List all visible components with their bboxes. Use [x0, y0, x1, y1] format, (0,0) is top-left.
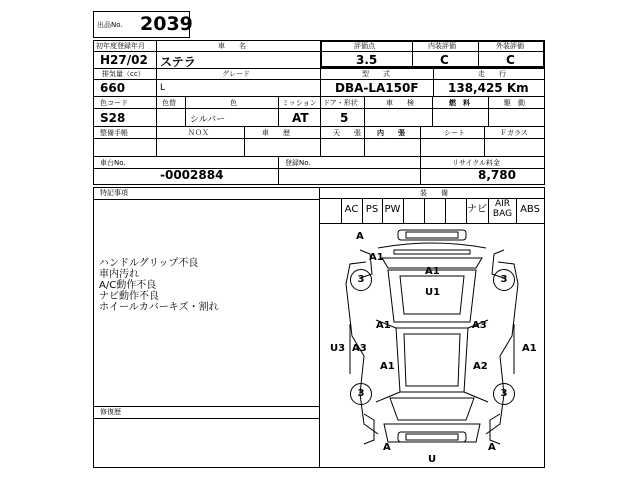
mark-right-rear-a2: A2: [473, 361, 488, 372]
recycle-label: リサイクル料金: [452, 159, 501, 167]
remark-2: 車内汚れ: [99, 269, 139, 280]
equip-abs: ABS: [520, 204, 540, 215]
remark-3: A/C動作不良: [99, 280, 157, 291]
exterior-score-label: 外装評価: [496, 42, 524, 50]
equipment-label: 装 備: [420, 189, 448, 197]
mark-rear-left-a: A: [383, 442, 391, 453]
color-label: 色: [230, 99, 237, 107]
displacement-label: 排気量（cc）: [102, 70, 145, 78]
color-change-label: 色替: [162, 99, 176, 107]
remark-4: ナビ動作不良: [99, 291, 159, 302]
interior-lining-label: 内 張: [377, 129, 405, 137]
model-code: DBA-LA150F: [335, 81, 419, 95]
tire-front-left: 3: [350, 269, 372, 291]
equip-ps: PS: [365, 204, 379, 215]
manual-label: 整備手帳: [100, 129, 128, 137]
repair-history-label: 修復歴: [100, 408, 121, 416]
color-code-label: 色コード: [100, 99, 128, 107]
mileage-label: 走 行: [478, 70, 506, 78]
registration-label: 登録No.: [285, 159, 311, 167]
car-name-label: 車 名: [218, 42, 246, 50]
inspection-label: 車 検: [386, 99, 414, 107]
car-name: ステラ: [160, 55, 196, 69]
tire-rear-left: 3: [350, 383, 372, 405]
remarks-label: 特記事項: [100, 189, 128, 197]
doors: 5: [340, 111, 349, 125]
roof-label: 天 張: [333, 129, 361, 137]
lot-number: 2039: [140, 13, 193, 35]
mark-left-rear-a1: A1: [380, 361, 395, 372]
color: シルバー: [190, 115, 226, 125]
mark-right-front-a3: A3: [472, 320, 487, 331]
chassis-label: 車台No.: [100, 159, 126, 167]
fuel-label: 燃 料: [449, 99, 470, 107]
mark-hood-a1: A1: [425, 266, 440, 277]
recycle-fee: 8,780: [478, 168, 516, 182]
seat-label: シート: [444, 129, 465, 137]
displacement: 660: [100, 81, 126, 95]
color-code: S28: [100, 111, 126, 125]
equip-ac: AC: [344, 204, 359, 215]
repair-history-box: [93, 406, 321, 468]
mission-label: ミッション: [282, 99, 317, 107]
score-label: 評価点: [354, 42, 375, 50]
drive-label: 駆 動: [504, 99, 525, 107]
lot-number-label: 出品No.: [97, 21, 123, 29]
equip-nav: ナビ: [467, 204, 487, 215]
mark-left-a3: A3: [352, 343, 367, 354]
mark-front-a: A: [356, 231, 364, 242]
mark-roof-u1: U1: [425, 287, 441, 298]
glass-label: Ｆガラス: [500, 129, 528, 137]
grade: L: [160, 83, 166, 93]
equip-airbag: AIR BAG: [492, 199, 513, 219]
interior-score: C: [440, 53, 449, 67]
tire-front-right: 3: [493, 269, 515, 291]
year-label: 初年度登録年月: [96, 42, 145, 50]
mark-front-a1: A1: [369, 252, 384, 263]
remark-1: ハンドルグリップ不良: [99, 258, 199, 269]
remark-5: ホイールカバーキズ・割れ: [99, 302, 219, 313]
mark-left-front-a1: A1: [376, 320, 391, 331]
grade-label: グレード: [222, 70, 250, 78]
door-label: ドア・形状: [323, 99, 358, 107]
first-registration: H27/02: [100, 53, 148, 67]
interior-score-label: 内装評価: [428, 42, 456, 50]
lot-number-box: [93, 11, 193, 38]
mark-left-u3: U3: [330, 343, 346, 354]
model-label: 型 式: [362, 70, 390, 78]
mileage: 138,425 Km: [448, 81, 529, 95]
mark-right-a1: A1: [522, 343, 537, 354]
chassis-number: -0002884: [160, 168, 224, 182]
score: 3.5: [356, 53, 378, 67]
equip-pw: PW: [384, 204, 401, 215]
nox-label: ＮＯＸ: [188, 129, 209, 137]
mission: AT: [292, 111, 309, 125]
tire-rear-right: 3: [493, 383, 515, 405]
mark-rear-u: U: [428, 454, 437, 465]
history-label: 車 歴: [262, 129, 290, 137]
exterior-score: C: [506, 53, 515, 67]
mark-rear-right-a: A: [488, 442, 496, 453]
